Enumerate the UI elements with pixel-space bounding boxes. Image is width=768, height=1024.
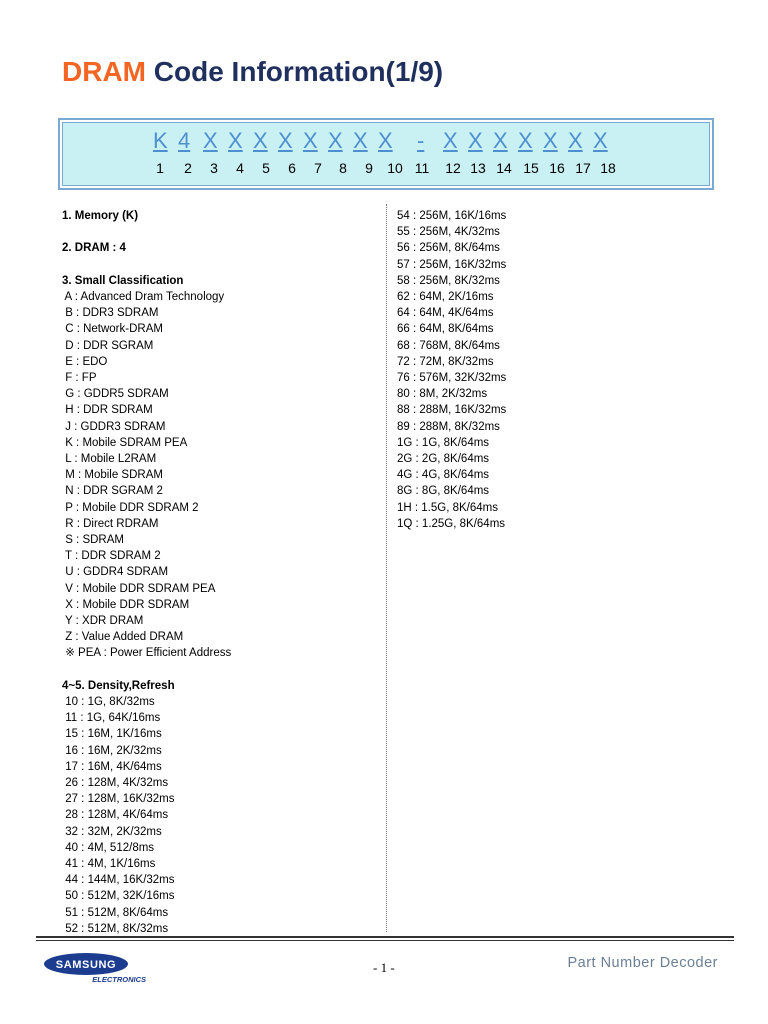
list-item: 15 : 16M, 1K/16ms: [62, 728, 162, 741]
list-item: L : Mobile L2RAM: [62, 453, 157, 466]
list-item: 64 : 64M, 4K/64ms: [397, 307, 494, 320]
list-item: N : DDR SGRAM 2: [62, 485, 163, 498]
code-letter: X: [203, 128, 218, 153]
list-item: 2G : 2G, 8K/64ms: [397, 453, 490, 466]
code-separator: -: [417, 128, 425, 153]
code-position-number: 18: [600, 160, 616, 176]
code-position-number: 12: [445, 160, 461, 176]
list-item: T : DDR SDRAM 2: [62, 550, 161, 563]
code-position-number: 8: [339, 160, 347, 176]
list-item: 44 : 144M, 16K/32ms: [62, 874, 175, 887]
page-title: [62, 56, 443, 88]
list-item: 76 : 576M, 32K/32ms: [397, 372, 507, 385]
list-item: 66 : 64M, 8K/64ms: [397, 323, 494, 336]
code-letter: X: [228, 128, 243, 153]
spacer: [62, 224, 231, 240]
code-letter: X: [378, 128, 393, 153]
list-item: 51 : 512M, 8K/64ms: [62, 906, 169, 919]
code-position-number: 3: [210, 160, 218, 176]
code-letter: 4: [178, 128, 191, 153]
code-position-number: 16: [549, 160, 565, 176]
list-item: 26 : 128M, 4K/32ms: [62, 777, 169, 790]
section-heading: 3. Small Classification: [62, 274, 184, 287]
list-item: 89 : 288M, 8K/32ms: [397, 420, 500, 433]
left-column: [62, 208, 231, 937]
code-letter: X: [443, 128, 458, 153]
list-item: D : DDR SGRAM: [62, 339, 154, 352]
list-item: 32 : 32M, 2K/32ms: [62, 825, 162, 838]
list-item: 80 : 8M, 2K/32ms: [397, 388, 488, 401]
code-position-number: 10: [387, 160, 403, 176]
list-item: F : FP: [62, 372, 97, 384]
samsung-logo: [42, 952, 166, 988]
footer-rule: [36, 936, 734, 938]
list-item: Y : XDR DRAM: [62, 615, 144, 628]
list-item: U : GDDR4 SDRAM: [62, 566, 169, 579]
list-item: 52 : 512M, 8K/32ms: [62, 922, 169, 935]
code-letter: X: [518, 128, 533, 153]
footer-label: Part Number Decoder: [567, 955, 718, 971]
list-item: H : DDR SDRAM: [62, 404, 153, 417]
list-item: J : GDDR3 SDRAM: [62, 420, 166, 433]
code-position-number: 9: [365, 160, 373, 176]
list-item: 4G : 4G, 8K/64ms: [397, 469, 490, 482]
code-position-number: 11: [414, 160, 430, 176]
code-position-number: 13: [470, 160, 486, 176]
logo-brand-text: SAMSUNG: [55, 959, 117, 971]
list-item: M : Mobile SDRAM: [62, 469, 163, 482]
list-item: 58 : 256M, 8K/32ms: [397, 274, 500, 287]
list-item: K : Mobile SDRAM PEA: [62, 436, 188, 449]
list-item: 16 : 16M, 2K/32ms: [62, 744, 162, 757]
list-item: 50 : 512M, 32K/16ms: [62, 890, 175, 903]
code-letter: X: [468, 128, 483, 153]
code-position-number: 17: [575, 160, 591, 176]
list-item: 41 : 4M, 1K/16ms: [62, 858, 156, 871]
code-position-number: 7: [314, 160, 322, 176]
list-item: V : Mobile DDR SDRAM PEA: [62, 582, 216, 595]
list-item: 1H : 1.5G, 8K/64ms: [397, 501, 498, 514]
code-letter: X: [568, 128, 583, 153]
title-accent: DRAM: [62, 56, 146, 87]
title-rest: Code Information(1/9): [146, 56, 444, 87]
spacer: [62, 257, 231, 273]
spacer: [62, 662, 231, 678]
list-item: 10 : 1G, 8K/32ms: [62, 696, 155, 709]
section-heading: 4~5. Density,Refresh: [62, 679, 175, 692]
logo-sub-text: ELECTRONICS: [92, 975, 146, 984]
section-heading: 2. DRAM : 4: [62, 242, 126, 255]
list-item: 62 : 64M, 2K/16ms: [397, 291, 494, 304]
list-item: X : Mobile DDR SDRAM: [62, 598, 190, 611]
code-position-number: 2: [184, 160, 192, 176]
code-letter: X: [593, 128, 608, 153]
code-position-number: 15: [523, 160, 539, 176]
section-heading: 1. Memory (K): [62, 210, 139, 222]
list-item: B : DDR3 SDRAM: [62, 307, 159, 320]
code-letter: X: [253, 128, 268, 153]
code-letter: K: [153, 128, 168, 153]
list-item: 28 : 128M, 4K/64ms: [62, 809, 169, 822]
list-item: 1Q : 1.25G, 8K/64ms: [397, 517, 506, 530]
list-item: 54 : 256M, 16K/16ms: [397, 210, 507, 222]
list-item: ※ PEA : Power Efficient Address: [62, 647, 232, 660]
list-item: E : EDO: [62, 355, 108, 368]
code-letter: X: [303, 128, 318, 153]
list-item: 11 : 1G, 64K/16ms: [62, 712, 161, 725]
list-item: 1G : 1G, 8K/64ms: [397, 436, 490, 449]
page-number: - 1 -: [373, 960, 395, 975]
column-divider: [386, 204, 387, 932]
list-item: 56 : 256M, 8K/64ms: [397, 242, 500, 255]
list-item: A : Advanced Dram Technology: [62, 290, 225, 303]
code-letter: X: [353, 128, 368, 153]
right-column: [397, 208, 506, 532]
list-item: G : GDDR5 SDRAM: [62, 388, 169, 401]
list-item: 57 : 256M, 16K/32ms: [397, 258, 507, 271]
list-item: 72 : 72M, 8K/32ms: [397, 355, 494, 368]
list-item: 17 : 16M, 4K/64ms: [62, 760, 162, 773]
code-position-number: 5: [262, 160, 270, 176]
list-item: 68 : 768M, 8K/64ms: [397, 339, 500, 352]
list-item: 55 : 256M, 4K/32ms: [397, 226, 500, 239]
code-letter: X: [543, 128, 558, 153]
list-item: 27 : 128M, 16K/32ms: [62, 793, 175, 806]
list-item: 8G : 8G, 8K/64ms: [397, 485, 490, 498]
list-item: C : Network-DRAM: [62, 323, 163, 336]
code-position-number: 4: [236, 160, 244, 176]
list-item: Z : Value Added DRAM: [62, 631, 184, 644]
code-letter: X: [493, 128, 508, 153]
footer-rule-thin: [36, 940, 734, 941]
code-letter: X: [278, 128, 293, 153]
code-position-number: 14: [496, 160, 512, 176]
code-position-number: 1: [156, 160, 164, 176]
list-item: 88 : 288M, 16K/32ms: [397, 404, 507, 417]
list-item: R : Direct RDRAM: [62, 517, 159, 530]
code-position-number: 6: [288, 160, 296, 176]
code-letter: X: [328, 128, 343, 153]
list-item: P : Mobile DDR SDRAM 2: [62, 501, 199, 514]
list-item: S : SDRAM: [62, 534, 124, 547]
list-item: 40 : 4M, 512/8ms: [62, 841, 155, 854]
